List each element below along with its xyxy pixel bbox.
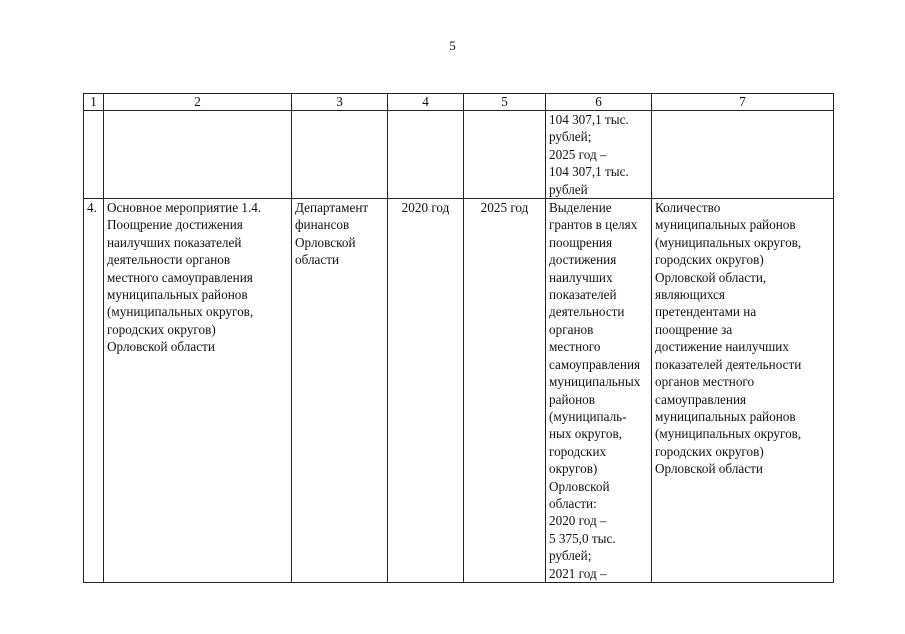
cell-start-year: 2020 год (388, 199, 464, 583)
column-header-1: 1 (84, 94, 104, 111)
cell-empty (84, 111, 104, 199)
table-row-continuation (84, 111, 834, 199)
column-header-5: 5 (464, 94, 546, 111)
cell-indicator: Количество муниципальных районов (муниципальных округов, городских округов) Орловской области, являющихся претендентами на поощрение за достижение наилучших показателей деятельности органов местного самоуправления муниципальных районов (муниципальных округов, городских округов) Орловской области (652, 199, 834, 583)
page-number: 5 (449, 38, 456, 53)
cell-executor: Департамент финансов Орловской области (292, 199, 388, 583)
cell-empty (388, 111, 464, 199)
program-activities-table (83, 93, 834, 583)
column-number-header-row (84, 94, 834, 111)
column-header-6: 6 (546, 94, 652, 111)
table-row-activity-1-4 (84, 199, 834, 583)
cell-funding-continuation: 104 307,1 тыс. рублей; 2025 год – 104 307,1 тыс. рублей (546, 111, 652, 199)
column-header-2: 2 (104, 94, 292, 111)
cell-empty (464, 111, 546, 199)
column-header-7: 7 (652, 94, 834, 111)
cell-empty (652, 111, 834, 199)
cell-row-number: 4. (84, 199, 104, 583)
column-header-3: 3 (292, 94, 388, 111)
cell-empty (292, 111, 388, 199)
cell-end-year: 2025 год (464, 199, 546, 583)
cell-empty (104, 111, 292, 199)
column-header-4: 4 (388, 94, 464, 111)
cell-expected-result: Выделение грантов в целях поощрения достижения наилучших показателей деятельности органов местного самоуправления муниципальных районов (муниципаль- ных округов, городских округов) Орловской области: 2020 год – 5 375,0 тыс. рублей; 2021 год – (546, 199, 652, 583)
cell-activity-name: Основное мероприятие 1.4. Поощрение достижения наилучших показателей деятельности органов местного самоуправления муниципальных районов (муниципальных округов, городских округов) Орловской области (104, 199, 292, 583)
